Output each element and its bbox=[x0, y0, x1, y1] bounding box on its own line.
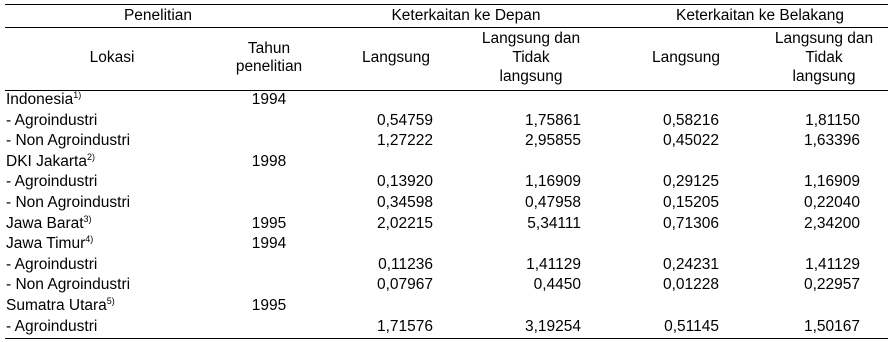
lokasi-text: - Agroindustri bbox=[6, 255, 98, 273]
header-group-rule bbox=[5, 27, 888, 28]
cell-lokasi bbox=[6, 215, 92, 232]
cell-lokasi bbox=[6, 173, 97, 190]
cell-langsung-depan: 1,71576 bbox=[376, 317, 433, 335]
lokasi-text: Sumatra Utara bbox=[6, 297, 107, 314]
header-keterkaitan-belakang: Keterkaitan ke Belakang bbox=[675, 7, 845, 24]
cell-langsung-belakang: 0,71306 bbox=[662, 214, 719, 232]
cell-langsung-depan: 2,02215 bbox=[376, 214, 433, 232]
lokasi-text: - Agroindustri bbox=[6, 173, 98, 191]
cell-lokasi bbox=[6, 256, 97, 273]
lokasi-text: - Non Agroindustri bbox=[6, 132, 131, 150]
cell-lokasi bbox=[6, 132, 130, 149]
header-langsung-depan: Langsung bbox=[361, 49, 431, 66]
header-tahun-line2: penelitian bbox=[235, 58, 303, 75]
cell-langsung-depan: 0,34598 bbox=[376, 194, 433, 211]
cell-lokasi bbox=[6, 235, 93, 252]
header-lokasi: Lokasi bbox=[89, 49, 135, 66]
cell-ltl-belakang: 1,81150 bbox=[805, 111, 860, 129]
cell-ltl-belakang: 1,63396 bbox=[803, 132, 860, 150]
header-keterkaitan-depan: Keterkaitan ke Depan bbox=[391, 7, 541, 24]
cell-ltl-depan: 1,16909 bbox=[524, 173, 581, 191]
cell-ltl-belakang: 0,22957 bbox=[803, 276, 860, 294]
cell-lokasi bbox=[6, 91, 81, 108]
footnote-marker: 2) bbox=[86, 151, 95, 162]
header-langsung-belakang: Langsung bbox=[651, 49, 721, 66]
cell-ltl-depan: 0,4450 bbox=[533, 276, 581, 294]
cell-langsung-depan: 0,13920 bbox=[376, 173, 433, 191]
cell-langsung-belakang: 0,01228 bbox=[662, 276, 719, 294]
cell-tahun: 1994 bbox=[251, 91, 287, 108]
cell-langsung-depan: 0,07967 bbox=[376, 276, 433, 294]
lokasi-text: Jawa Timur bbox=[6, 235, 86, 253]
header-ltl-belakang-3: langsung bbox=[792, 68, 856, 85]
footnote-marker: 5) bbox=[106, 296, 115, 306]
lokasi-text: Indonesia bbox=[6, 91, 74, 108]
footnote-marker: 1) bbox=[73, 90, 82, 100]
cell-ltl-depan: 1,41129 bbox=[526, 255, 581, 273]
header-tahun-line1: Tahun bbox=[247, 40, 291, 57]
cell-ltl-depan: 5,34111 bbox=[527, 214, 581, 232]
lokasi-text: - Non Agroindustri bbox=[6, 194, 131, 211]
bottom-rule bbox=[5, 338, 888, 339]
cell-langsung-belakang: 0,24231 bbox=[662, 255, 719, 273]
cell-langsung-depan: 0,11236 bbox=[378, 255, 433, 273]
lokasi-text: - Agroindustri bbox=[6, 317, 98, 335]
cell-tahun: 1994 bbox=[251, 235, 287, 253]
cell-lokasi bbox=[6, 112, 97, 129]
header-ltl-belakang-2: Tidak bbox=[805, 49, 843, 66]
top-rule bbox=[5, 4, 888, 5]
lokasi-text: Jawa Barat bbox=[6, 214, 84, 232]
header-ltl-depan-2: Tidak bbox=[512, 49, 550, 66]
lokasi-text: - Agroindustri bbox=[6, 111, 98, 129]
header-ltl-depan-1: Langsung dan bbox=[481, 30, 581, 47]
cell-lokasi bbox=[6, 276, 130, 293]
cell-langsung-depan: 0,54759 bbox=[376, 111, 433, 129]
cell-lokasi bbox=[6, 153, 95, 170]
cell-langsung-belakang: 0,51145 bbox=[664, 317, 719, 335]
cell-langsung-belakang: 0,15205 bbox=[662, 194, 719, 211]
cell-tahun: 1995 bbox=[251, 297, 287, 314]
cell-langsung-depan: 1,27222 bbox=[376, 132, 433, 150]
cell-ltl-depan: 3,19254 bbox=[524, 317, 581, 335]
cell-lokasi bbox=[6, 318, 97, 335]
cell-lokasi bbox=[6, 297, 115, 314]
cell-langsung-belakang: 0,45022 bbox=[662, 132, 719, 150]
header-ltl-belakang-1: Langsung dan bbox=[774, 30, 874, 47]
cell-ltl-belakang: 1,50167 bbox=[803, 317, 860, 335]
lokasi-text: - Non Agroindustri bbox=[6, 276, 131, 294]
cell-ltl-belakang: 2,34200 bbox=[803, 214, 860, 232]
cell-ltl-belakang: 0,22040 bbox=[803, 194, 860, 211]
footnote-marker: 4) bbox=[85, 234, 94, 245]
header-bottom-rule bbox=[5, 90, 888, 91]
cell-ltl-belakang: 1,16909 bbox=[803, 173, 860, 191]
cell-ltl-depan: 0,47958 bbox=[524, 194, 581, 211]
cell-ltl-belakang: 1,41129 bbox=[805, 255, 860, 273]
cell-tahun: 1998 bbox=[251, 152, 287, 170]
cell-ltl-depan: 1,75861 bbox=[524, 111, 581, 129]
footnote-marker: 3) bbox=[83, 213, 92, 224]
lokasi-text: DKI Jakarta bbox=[6, 152, 87, 170]
cell-ltl-depan: 2,95855 bbox=[524, 132, 581, 150]
header-penelitian: Penelitian bbox=[123, 7, 193, 24]
cell-langsung-belakang: 0,29125 bbox=[662, 173, 719, 191]
cell-lokasi bbox=[6, 194, 130, 211]
cell-langsung-belakang: 0,58216 bbox=[662, 111, 719, 129]
cell-tahun: 1995 bbox=[251, 214, 287, 232]
header-ltl-depan-3: langsung bbox=[499, 68, 563, 85]
